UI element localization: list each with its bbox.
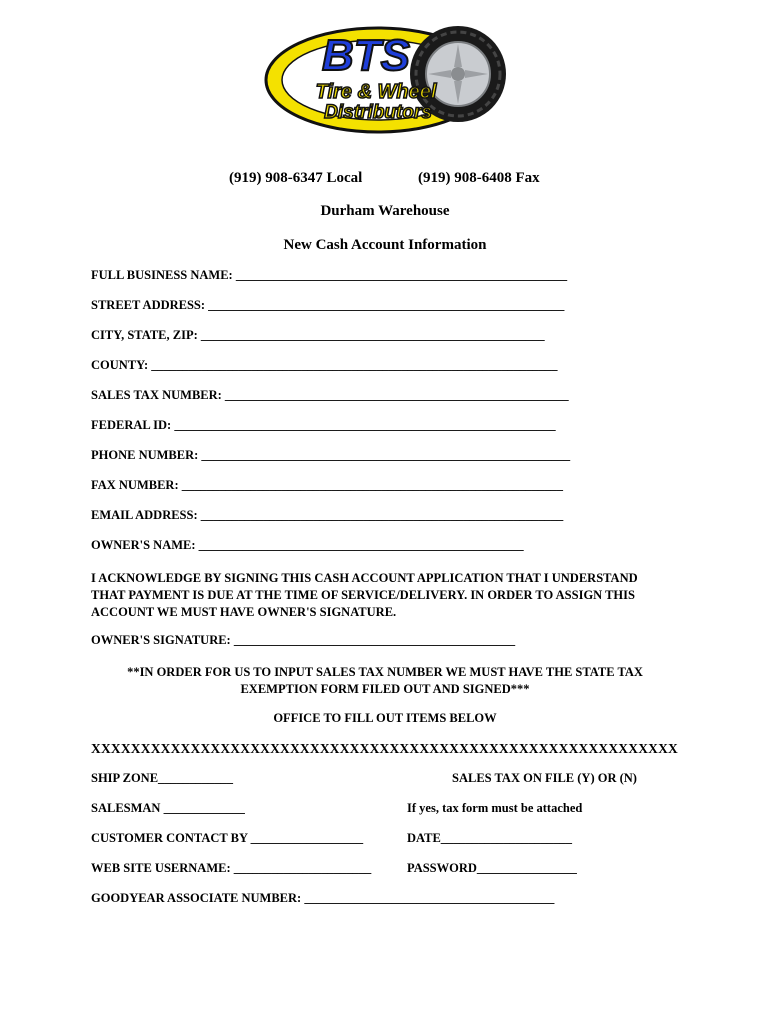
customer-contact-field[interactable]: CUSTOMER CONTACT BY __________________: [91, 831, 364, 845]
fax-number: (919) 908-6408 Fax: [418, 170, 540, 186]
county-field[interactable]: COUNTY: _________________________________________________________________: [91, 358, 558, 372]
fax-number-field[interactable]: FAX NUMBER: _____________________________________________________________: [91, 478, 563, 492]
federal-id-field[interactable]: FEDERAL ID: _____________________________________________________________: [91, 418, 556, 432]
business-name-field[interactable]: FULL BUSINESS NAME: _____________________________________________________: [91, 268, 568, 282]
city-state-zip-field[interactable]: CITY, STATE, ZIP: _______________________________________________________: [91, 328, 545, 342]
web-username-field[interactable]: WEB SITE USERNAME: ______________________: [91, 861, 372, 875]
tax-form-note: If yes, tax form must be attached: [407, 801, 583, 815]
logo-tire-wheel-text: Tire & Wheel: [315, 81, 437, 103]
local-phone: (919) 908-6347 Local: [229, 170, 363, 186]
separator-line: XXXXXXXXXXXXXXXXXXXXXXXXXXXXXXXXXXXXXXXXXXXXXXXXXXXXXXXXXXX: [91, 741, 679, 756]
ship-zone-field[interactable]: SHIP ZONE____________: [91, 771, 234, 785]
acknowledgement-text: I ACKNOWLEDGE BY SIGNING THIS CASH ACCOUNT APPLICATION THAT I UNDERSTAND THAT PAYMENT IS DUE AT THE TIME OF SERVICE/DELIVERY. IN ORDER TO ASSIGN THIS ACCOUNT WE MUST HAVE OWNER'S SIGNATURE.: [91, 571, 638, 619]
sales-tax-number-field[interactable]: SALES TAX NUMBER: _______________________________________________________: [91, 388, 569, 402]
logo-bts-text: BTS: [322, 31, 410, 80]
office-heading: OFFICE TO FILL OUT ITEMS BELOW: [273, 711, 497, 725]
street-address-field[interactable]: STREET ADDRESS: _________________________________________________________: [91, 298, 565, 312]
email-address-field[interactable]: EMAIL ADDRESS: __________________________________________________________: [91, 508, 564, 522]
form-title: New Cash Account Information: [283, 237, 487, 253]
password-field[interactable]: PASSWORD________________: [407, 861, 577, 875]
sales-tax-on-file: SALES TAX ON FILE (Y) OR (N): [452, 771, 637, 785]
goodyear-associate-field[interactable]: GOODYEAR ASSOCIATE NUMBER: ________________________________________: [91, 891, 555, 905]
date-field[interactable]: DATE_____________________: [407, 831, 573, 845]
phone-number-field[interactable]: PHONE NUMBER: ___________________________________________________________: [91, 448, 571, 462]
owner-signature-field[interactable]: OWNER'S SIGNATURE: _____________________________________________: [91, 633, 516, 647]
logo-distributors-text: Distributors: [324, 102, 432, 123]
owners-name-field[interactable]: OWNER'S NAME: ____________________________________________________: [91, 538, 524, 552]
location-title: Durham Warehouse: [320, 203, 450, 219]
bts-logo: [258, 12, 518, 144]
tax-exemption-note: **IN ORDER FOR US TO INPUT SALES TAX NUMBER WE MUST HAVE THE STATE TAX EXEMPTION FORM FILED OUT AND SIGNED***: [127, 665, 643, 696]
salesman-field[interactable]: SALESMAN _____________: [91, 801, 245, 815]
